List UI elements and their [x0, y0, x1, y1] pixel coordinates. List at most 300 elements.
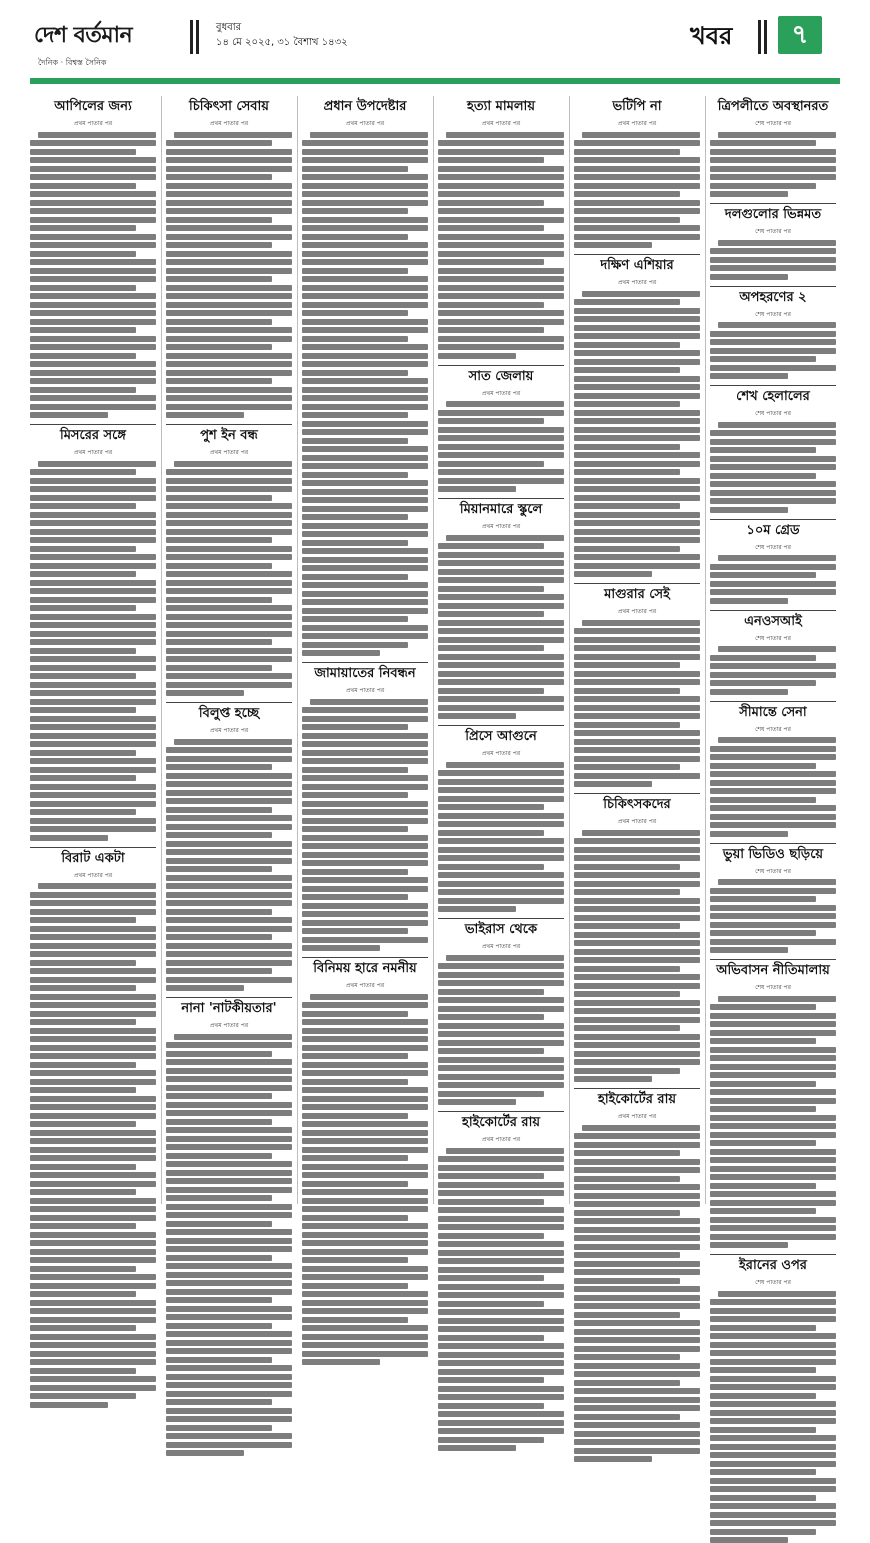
body-text-line [30, 1249, 156, 1255]
body-text-line [166, 478, 292, 484]
body-text-line [302, 784, 428, 790]
body-text-line [166, 665, 272, 671]
body-text-line [438, 989, 544, 995]
story-kicker: শেষ পাতার পর [755, 867, 791, 875]
body-text-line [30, 344, 156, 350]
body-text-line [30, 563, 156, 569]
body-text-line [446, 762, 564, 768]
body-text-line [438, 813, 564, 819]
body-text-line [166, 773, 292, 779]
body-text-line [30, 503, 136, 509]
body-text-line [30, 1172, 156, 1178]
body-text-line [574, 983, 700, 989]
body-text-line [166, 1187, 292, 1193]
body-text-line [166, 546, 292, 552]
body-text-line [166, 900, 292, 906]
body-text-line [574, 1303, 700, 1309]
body-text-line [302, 792, 408, 798]
body-text-line [302, 835, 428, 841]
body-text-line [166, 259, 292, 265]
body-text-line [302, 251, 428, 257]
body-text-line [302, 421, 428, 427]
story-kicker: প্রথম পাতার পর [481, 389, 521, 397]
body-text-line [166, 807, 272, 813]
body-text-line [30, 495, 156, 501]
body-text-line [438, 1360, 564, 1366]
body-text-line [166, 1195, 272, 1201]
body-text-line [302, 200, 428, 206]
body-text-line [302, 1291, 428, 1297]
body-text-line [574, 149, 680, 155]
news-story [166, 96, 292, 418]
body-text-line [302, 149, 428, 155]
body-text-line [30, 200, 156, 206]
body-text-line [30, 157, 156, 163]
body-text-line [30, 529, 156, 535]
body-text-line [438, 1437, 544, 1443]
section-title: খবর [690, 21, 733, 50]
body-text-line [574, 915, 700, 921]
body-text-line [710, 157, 836, 163]
body-text-line [574, 966, 680, 972]
body-text-line [438, 444, 564, 450]
body-text-line [30, 1393, 136, 1399]
body-text-line [30, 656, 156, 662]
body-text-line [166, 756, 292, 762]
body-text-line [166, 1153, 272, 1159]
body-text-line [174, 739, 292, 745]
story-headline: মাগুরার সেই [574, 583, 700, 606]
body-text-line [30, 665, 156, 671]
body-text-line [166, 1450, 244, 1456]
body-text-line [166, 1323, 272, 1329]
body-text-line [30, 631, 156, 637]
story-headline: ত্রিপলীতে অবস্থানরত [717, 99, 829, 114]
body-text-line [302, 523, 428, 529]
body-text-line [710, 1503, 836, 1509]
story-kicker: প্রথম পাতার পর [73, 871, 113, 879]
header-divider [764, 20, 767, 54]
body-text-line [302, 557, 428, 563]
body-text-line [302, 472, 408, 478]
body-text-line [302, 945, 380, 951]
story-headline: সাত জেলায় [438, 365, 564, 388]
body-text-line [438, 1065, 564, 1071]
body-text-line [30, 1206, 156, 1212]
story-kicker: প্রথম পাতার পর [481, 120, 521, 127]
body-text-line [302, 1079, 408, 1085]
body-text-line [30, 1223, 136, 1229]
body-text-line [710, 1132, 836, 1138]
body-text-line [302, 1232, 428, 1238]
news-story [30, 847, 156, 1408]
body-text-line [302, 1045, 428, 1051]
body-text-line [166, 404, 292, 410]
story-headline: পুশ ইন বন্ধ [166, 424, 292, 447]
body-text-line [438, 1099, 516, 1105]
body-text-line [302, 1062, 428, 1068]
body-text-line [438, 804, 544, 810]
body-text-line [438, 1233, 544, 1239]
body-text-line [718, 322, 836, 328]
body-text-line [446, 535, 564, 541]
body-text-line [166, 1204, 292, 1210]
body-text-line [166, 242, 272, 248]
body-text-line [582, 132, 700, 138]
body-text-line [574, 1159, 700, 1165]
body-text-line [710, 507, 788, 513]
news-story [438, 498, 564, 719]
news-story [710, 701, 836, 837]
body-text-line [574, 1210, 680, 1216]
body-text-line [30, 412, 108, 418]
body-text-line [30, 217, 156, 223]
column-rule [433, 96, 434, 1204]
body-text-line [438, 410, 564, 416]
body-text-line [166, 174, 272, 180]
body-text-line [574, 705, 700, 711]
body-text-line [166, 1136, 292, 1142]
body-text-line [30, 149, 136, 155]
body-text-line [166, 1212, 292, 1218]
body-text-line [574, 546, 680, 552]
body-text-line [438, 594, 564, 600]
body-text-line [30, 1147, 156, 1153]
body-text-line [438, 1301, 544, 1307]
body-text-line [302, 285, 428, 291]
body-text-line [302, 455, 428, 461]
body-text-line [166, 883, 292, 889]
body-text-line [574, 864, 680, 870]
body-text-line [302, 1351, 428, 1357]
body-text-line [574, 991, 680, 997]
body-text-line [30, 699, 156, 705]
body-text-line [438, 1216, 564, 1222]
body-text-line [574, 756, 700, 762]
body-text-line [710, 831, 788, 837]
body-text-line [30, 1062, 136, 1068]
body-text-line [166, 1425, 272, 1431]
column-6 [710, 96, 836, 1286]
body-text-line [710, 1200, 836, 1206]
body-text-line [710, 655, 816, 661]
body-text-line [438, 1267, 564, 1273]
body-text-line [166, 1127, 292, 1133]
body-text-line [166, 909, 272, 915]
body-text-line [710, 1038, 816, 1044]
body-text-line [166, 926, 292, 932]
body-text-line [302, 531, 428, 537]
story-headline: বিলুপ্ত হচ্ছে [166, 702, 292, 725]
body-text-line [438, 1023, 564, 1029]
body-text-line [438, 1369, 564, 1375]
body-text-line [30, 1232, 156, 1238]
body-text-line [30, 554, 156, 560]
news-story [710, 610, 836, 695]
body-text-line [166, 977, 292, 983]
body-text-line [438, 1082, 564, 1088]
body-text-line [30, 741, 156, 747]
body-text-line [438, 319, 564, 325]
news-story [574, 96, 700, 248]
body-text-line [574, 889, 680, 895]
body-text-line [302, 852, 428, 858]
body-text-line [302, 344, 428, 350]
body-text-line [166, 1161, 292, 1167]
body-text-line [438, 1403, 544, 1409]
body-text-line [30, 546, 136, 552]
body-text-line [438, 881, 564, 887]
body-text-line [302, 412, 408, 418]
body-text-line [438, 1199, 544, 1205]
body-text-line [438, 1445, 516, 1451]
body-text-line [710, 1047, 836, 1053]
body-text-line [302, 242, 428, 248]
body-text-line [30, 818, 156, 824]
body-text-line [574, 662, 680, 668]
body-text-line [574, 1286, 700, 1292]
body-text-line [710, 1242, 788, 1248]
body-text-line [166, 302, 292, 308]
body-text-line [30, 225, 136, 231]
body-text-line [302, 1249, 428, 1255]
body-text-line [302, 446, 428, 452]
body-text-line [30, 682, 156, 688]
body-text-line [438, 1326, 564, 1332]
body-text-line [438, 1074, 564, 1080]
body-text-line [166, 790, 292, 796]
story-kicker: প্রথম পাতার পর [345, 982, 385, 989]
body-text-line [30, 302, 156, 308]
body-text-line [574, 342, 680, 348]
body-text-line [710, 257, 836, 263]
body-text-line [574, 1142, 700, 1148]
news-story [710, 286, 836, 380]
body-text-line [38, 461, 156, 467]
body-text-line [30, 166, 156, 172]
body-text-line [30, 1155, 156, 1161]
body-text-line [574, 166, 700, 172]
body-text-line [30, 1308, 156, 1314]
body-text-line [302, 826, 408, 832]
news-story [438, 96, 564, 359]
body-text-line [438, 285, 564, 291]
news-story [30, 96, 156, 418]
body-text-line [574, 974, 700, 980]
body-text-line [166, 798, 292, 804]
body-text-line [438, 1377, 544, 1383]
body-text-line [302, 886, 428, 892]
story-headline: হাইকোর্টের রায় [438, 1111, 564, 1134]
body-text-line [574, 1337, 700, 1343]
body-text-line [438, 906, 516, 912]
body-text-line [710, 754, 836, 760]
body-text-line [302, 801, 428, 807]
body-text-line [574, 1244, 700, 1250]
body-text-line [166, 1246, 292, 1252]
body-text-line [574, 1150, 680, 1156]
news-story [166, 702, 292, 991]
body-text-line [166, 503, 292, 509]
body-text-line [574, 932, 700, 938]
body-text-line [574, 637, 700, 643]
story-kicker: প্রথম পাতার পর [617, 818, 657, 825]
body-text-line [710, 1418, 836, 1424]
story-headline: এনওসআই [710, 610, 836, 633]
body-text-line [438, 705, 564, 711]
page-number-badge: ৭ [778, 16, 822, 54]
body-text-line [302, 1002, 428, 1008]
body-text-line [302, 937, 428, 943]
body-text-line [30, 1274, 156, 1280]
body-text-line [438, 980, 564, 986]
body-text-line [30, 395, 156, 401]
body-text-line [302, 1325, 428, 1331]
body-text-line [574, 713, 700, 719]
body-text-line [30, 1198, 156, 1204]
news-story [710, 203, 836, 280]
body-text-line [574, 1261, 700, 1267]
body-text-line [574, 1439, 700, 1445]
body-text-line [574, 764, 680, 770]
body-text-line [438, 217, 564, 223]
story-kicker: প্রথম পাতার পর [209, 449, 249, 456]
body-text-line [30, 1189, 136, 1195]
story-headline: ভটিপি না [612, 99, 662, 114]
body-text-line [30, 690, 156, 696]
story-headline: হাইকোর্টের রায় [574, 1088, 700, 1111]
body-text-line [166, 639, 272, 645]
body-text-line [38, 883, 156, 889]
body-text-line [166, 327, 292, 333]
body-text-line [438, 259, 544, 265]
body-text-line [30, 1130, 156, 1136]
body-text-line [302, 591, 428, 597]
body-text-line [574, 469, 680, 475]
body-text-line [302, 353, 428, 359]
body-text-line [438, 847, 564, 853]
body-text-line [302, 1308, 428, 1314]
body-text-line [710, 797, 816, 803]
body-text-line [30, 234, 156, 240]
body-text-line [574, 157, 700, 163]
body-text-line [30, 512, 156, 518]
news-story [302, 662, 428, 951]
body-text-line [574, 747, 700, 753]
body-text-line [574, 452, 700, 458]
body-text-line [302, 1223, 428, 1229]
body-text-line [166, 571, 292, 577]
body-text-line [166, 690, 244, 696]
body-text-line [302, 716, 428, 722]
body-text-line [30, 293, 156, 299]
body-text-line [710, 274, 788, 280]
body-text-line [438, 1428, 564, 1434]
body-text-line [574, 234, 700, 240]
story-kicker: শেষ পাতার পর [755, 984, 791, 991]
body-text-line [302, 1317, 408, 1323]
body-text-line [574, 191, 680, 197]
body-text-line [302, 1164, 428, 1170]
body-text-line [30, 1215, 156, 1221]
body-text-line [574, 1363, 700, 1369]
body-text-line [30, 1325, 136, 1331]
body-text-line [302, 903, 428, 909]
body-text-line [710, 439, 836, 445]
body-text-line [574, 401, 680, 407]
body-text-line [302, 208, 408, 214]
body-text-line [710, 265, 836, 271]
body-text-line [302, 1036, 428, 1042]
body-text-line [582, 830, 700, 836]
body-text-line [30, 1164, 136, 1170]
news-story [574, 583, 700, 787]
body-text-line [302, 767, 408, 773]
body-text-line [166, 1178, 292, 1184]
body-text-line [302, 1087, 428, 1093]
body-text-line [166, 764, 272, 770]
body-text-line [166, 495, 272, 501]
body-text-line [574, 174, 700, 180]
story-kicker: প্রথম পাতার পর [481, 1136, 521, 1143]
body-text-line [30, 775, 136, 781]
body-text-line [710, 1081, 816, 1087]
body-text-line [574, 520, 700, 526]
body-text-line [166, 631, 292, 637]
body-text-line [574, 1034, 700, 1040]
story-headline: চিকিৎসা সেবায় [189, 99, 269, 114]
body-text-line [302, 217, 428, 223]
body-text-line [710, 939, 836, 945]
body-text-line [574, 1059, 700, 1065]
body-text-line [166, 968, 272, 974]
body-text-line [30, 892, 156, 898]
body-text-line [302, 1155, 408, 1161]
body-text-line [166, 1348, 292, 1354]
story-headline: শেখ হেলালের [710, 385, 836, 408]
story-kicker: প্রথম পাতার পর [345, 687, 385, 694]
story-headline: ১০ম গ্রেড [710, 519, 836, 542]
body-text-line [30, 900, 156, 906]
body-text-line [166, 1280, 292, 1286]
story-kicker: শেষ পাতার পর [755, 725, 791, 733]
story-kicker: প্রথম পাতার পর [209, 120, 249, 127]
body-text-line [30, 784, 156, 790]
body-text-line [30, 370, 156, 376]
body-text-line [166, 378, 272, 384]
body-text-line [30, 310, 156, 316]
body-text-line [166, 841, 292, 847]
body-text-line [302, 707, 428, 713]
body-text-line [710, 166, 836, 172]
body-text-line [30, 597, 156, 603]
body-text-line [710, 1486, 836, 1492]
body-text-line [166, 824, 292, 830]
body-text-line [574, 1068, 680, 1074]
body-text-line [166, 1408, 292, 1414]
story-kicker: শেষ পাতার পর [755, 310, 791, 318]
body-text-line [166, 1399, 272, 1405]
body-text-line [166, 183, 292, 189]
body-text-line [30, 285, 136, 291]
body-text-line [166, 866, 272, 872]
body-text-line [438, 183, 564, 189]
body-text-line [438, 427, 564, 433]
body-text-line [438, 713, 516, 719]
body-text-line [302, 268, 408, 274]
body-text-line [710, 140, 816, 146]
body-text-line [574, 773, 700, 779]
